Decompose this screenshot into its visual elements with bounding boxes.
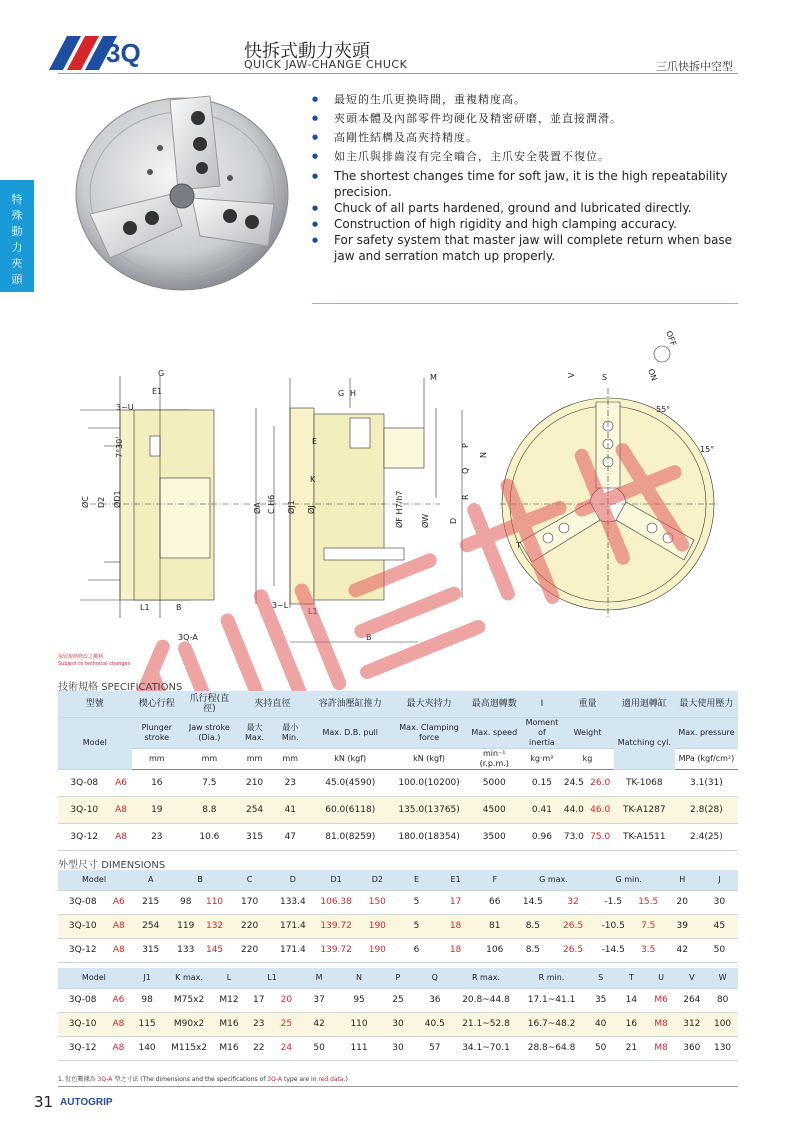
table-cell: 24: [273, 1036, 300, 1060]
dim-label-n: N: [479, 452, 488, 458]
table-cell: 44.0: [561, 796, 586, 823]
th-moment-en: Moment of inertia: [523, 717, 562, 748]
dim-label-r: R: [461, 494, 470, 500]
table-cell: M16: [214, 1012, 245, 1036]
th-unit: kg·m²: [523, 748, 562, 769]
th-unit: mm: [272, 748, 308, 769]
table-cell: 8.8: [182, 796, 237, 823]
th-dim: N: [339, 968, 380, 988]
table-cell: 16: [132, 769, 182, 796]
th-min: 最小 Min.: [272, 717, 308, 748]
table-cell: 220: [229, 938, 270, 962]
table-cell: M90x2: [164, 1012, 213, 1036]
table-cell: 24.5: [561, 769, 586, 796]
th-dim: A: [130, 870, 171, 890]
feature-list: [312, 90, 742, 264]
technical-drawing: [60, 318, 740, 648]
table-cell: 57: [416, 1036, 453, 1060]
table-cell: 14: [617, 988, 646, 1012]
footer-brand: AUTOGRIP: [60, 1097, 113, 1108]
table-cell: 23: [244, 1012, 273, 1036]
table-cell: TK-A1287: [614, 796, 675, 823]
table-cell: 220: [229, 914, 270, 938]
th-pull-en: Max. D.B. pull: [308, 717, 392, 748]
dim-label-c: ØC: [81, 496, 90, 508]
table-cell: 119: [171, 914, 200, 938]
table-cell: -14.5: [594, 938, 633, 962]
side-tab-label: 特殊動力夾頭: [11, 193, 23, 286]
table-cell: 0.41: [523, 796, 562, 823]
dim-label-s: S: [602, 373, 608, 382]
table-cell: 21.1~52.8: [453, 1012, 519, 1036]
th-dim: D2: [357, 870, 398, 890]
table-cell: 16: [617, 1012, 646, 1036]
th-dim: Model: [58, 870, 130, 890]
table-cell: 20: [664, 890, 701, 914]
dim-label-l: 3~L: [272, 601, 289, 610]
dim-label-q: Q: [461, 467, 470, 474]
table-cell: 46.0: [587, 796, 614, 823]
th-pressure-zh: 最大使用壓力: [675, 691, 738, 717]
table-cell: 19: [132, 796, 182, 823]
table-cell: 315: [237, 823, 273, 850]
table-cell: 140: [130, 1036, 165, 1060]
dim-label-d2: D2: [97, 496, 106, 508]
th-dim: M: [300, 968, 339, 988]
feature-zh-item: ● 高剛性結構及高夾持精度。: [312, 128, 742, 147]
table-cell: 41: [272, 796, 308, 823]
table-cell: 115: [130, 1012, 165, 1036]
table-cell: M16: [214, 1036, 245, 1060]
th-dim: R max.: [453, 968, 519, 988]
table-cell: 4500: [466, 796, 523, 823]
dim-label-j: ØJ: [307, 505, 316, 514]
table-cell: 3.1(31): [675, 769, 738, 796]
technical-change-note: [58, 654, 130, 668]
th-spindle-zh: 楔心行程: [132, 691, 182, 717]
dim-label-l1: L1: [140, 603, 150, 612]
table-cell: 170: [229, 890, 270, 914]
table-cell: A8: [107, 938, 130, 962]
th-weight-en: Weight: [561, 717, 614, 748]
table-cell: 3Q-10: [58, 796, 111, 823]
th-model-en: Model: [58, 717, 132, 769]
th-unit: MPa (kgf/cm²): [675, 748, 738, 769]
table-cell: 133: [171, 938, 200, 962]
table-cell: 81.0(8259): [308, 823, 392, 850]
table-cell: M6: [646, 988, 677, 1012]
th-max: 最大 Max.: [237, 717, 273, 748]
table-cell: 7.5: [182, 769, 237, 796]
table-cell: 42: [300, 1012, 339, 1036]
table-cell: 75.0: [587, 823, 614, 850]
dim-label-e: E: [312, 437, 318, 446]
dim-label-angle: 7°30': [115, 436, 124, 458]
dim-label-e1: E1: [152, 387, 163, 396]
table-cell: 312: [676, 1012, 707, 1036]
table-cell: 10.6: [182, 823, 237, 850]
table-cell: 0.96: [523, 823, 562, 850]
table-cell: 80: [707, 988, 738, 1012]
th-clamp-zh: 最大夾持力: [392, 691, 466, 717]
th-moment-zh: I: [523, 691, 562, 717]
table-cell: 23: [132, 823, 182, 850]
chuck-photo: [60, 86, 306, 296]
table-cell: 171.4: [270, 938, 315, 962]
table-cell: 98: [130, 988, 165, 1012]
dim-label-j1: ØJ1: [287, 500, 296, 514]
table-cell: 36: [416, 988, 453, 1012]
th-dim: E: [398, 870, 435, 890]
model-code: 3Q: [106, 38, 141, 68]
table-cell: 14.5: [513, 890, 552, 914]
dim-label-w: ØW: [421, 513, 430, 528]
table-cell: 3Q-12: [58, 938, 107, 962]
dim-label-d1: ØD1: [113, 490, 122, 508]
table-cell: 40.5: [416, 1012, 453, 1036]
th-cyl-en: Matching cyl.: [614, 717, 675, 769]
dim-label-b: B: [176, 603, 182, 612]
table-cell: 30: [380, 1036, 417, 1060]
dim-label-m: M: [430, 373, 437, 382]
th-cyl-zh: 適用迴轉缸: [614, 691, 675, 717]
table-cell: 106.38: [316, 890, 357, 914]
th-clamp-en: Max. Clamping force: [392, 717, 466, 748]
feature-zh-item: ● 如主爪與排齒沒有完全嚙合，主爪安全裝置不復位。: [312, 147, 742, 166]
switch-off: OFF: [664, 329, 678, 348]
th-unit: mm: [237, 748, 273, 769]
table-cell: 30: [380, 1012, 417, 1036]
table-cell: 25: [273, 1012, 300, 1036]
table-cell: 81: [476, 914, 513, 938]
dim-title-zh: 外型尺寸: [58, 860, 98, 871]
table-cell: 3Q-10: [58, 1012, 107, 1036]
table-cell: 360: [676, 1036, 707, 1060]
dimensions-table-2: [58, 968, 738, 1061]
table-cell: 50: [300, 1036, 339, 1060]
spec-table: [58, 691, 738, 851]
th-model-zh: 型號: [58, 691, 132, 717]
table-cell: TK-A1511: [614, 823, 675, 850]
table-cell: 26.5: [552, 938, 593, 962]
feature-en-item: ● The shortest changes time for soft jaw, it is the high repeatability precision.: [312, 168, 742, 200]
table-cell: 50: [701, 938, 738, 962]
change-note-en: Subject to technical changes: [58, 661, 131, 667]
th-unit: min⁻¹ (r.p.m.): [466, 748, 523, 769]
th-dim: J1: [130, 968, 165, 988]
page-title-en: QUICK JAW-CHANGE CHUCK: [244, 58, 408, 71]
table-cell: 210: [237, 769, 273, 796]
table-cell: 15.5: [633, 890, 664, 914]
th-dim: L1: [244, 968, 299, 988]
table-cell: -1.5: [594, 890, 633, 914]
table-cell: 135.0(13765): [392, 796, 466, 823]
th-pull-zh: 容許油壓缸推力: [308, 691, 392, 717]
th-speed-en: Max. speed: [466, 717, 523, 748]
feature-zh-item: ● 夾頭本體及內部零件均硬化及精密研磨，並直接潤滑。: [312, 109, 742, 128]
table-cell: 3.5: [633, 938, 664, 962]
table-cell: 18: [435, 938, 476, 962]
table-cell: 22: [244, 1036, 273, 1060]
dim-label-p: P: [461, 443, 470, 448]
table-cell: 5: [398, 914, 435, 938]
th-dim: V: [676, 968, 707, 988]
th-spindle-en: Plunger stroke: [132, 717, 182, 748]
th-dim: H: [664, 870, 701, 890]
table-cell: 106: [476, 938, 513, 962]
th-chuck-zh: 夾持直徑: [237, 691, 308, 717]
th-jaw-zh: 爪行程(直徑): [182, 691, 237, 717]
table-cell: 145: [200, 938, 229, 962]
spec-title-zh: 技術規格: [58, 682, 98, 693]
table-cell: 3Q-10: [58, 914, 107, 938]
side-category-tab: [0, 180, 34, 292]
table-cell: 66: [476, 890, 513, 914]
th-dim: Q: [416, 968, 453, 988]
th-dim: E1: [435, 870, 476, 890]
dim-label-t: T: [516, 541, 521, 550]
table-cell: 3Q-12: [58, 823, 111, 850]
dim-label-bb: B: [366, 633, 372, 642]
table-cell: 23: [272, 769, 308, 796]
dimensions-table-1: [58, 870, 738, 963]
table-cell: 100: [707, 1012, 738, 1036]
th-pressure-en: Max. pressure: [675, 717, 738, 748]
table-cell: 8.5: [513, 938, 552, 962]
table-cell: 17: [244, 988, 273, 1012]
front-view: [500, 346, 720, 618]
table-row: [58, 938, 738, 962]
th-jaw-en: Jaw stroke (Dia.): [182, 717, 237, 748]
table-cell: 32: [552, 890, 593, 914]
th-dim: B: [171, 870, 229, 890]
table-cell: 254: [237, 796, 273, 823]
section-divider: [312, 303, 738, 304]
th-dim: T: [617, 968, 646, 988]
dim-label-k: K: [310, 475, 316, 484]
table-row: [58, 890, 738, 914]
table-cell: M115x2: [164, 1036, 213, 1060]
feature-en-item: ● For safety system that master jaw will complete return when base jaw and serration match up properly.: [312, 232, 742, 264]
th-dim: U: [646, 968, 677, 988]
table-cell: A8: [111, 823, 132, 850]
table-cell: 3Q-08: [58, 988, 107, 1012]
table-cell: M8: [646, 1012, 677, 1036]
table-cell: TK-1068: [614, 769, 675, 796]
page-subtitle: 三爪快拆中空型: [656, 60, 733, 73]
th-unit: kg: [561, 748, 614, 769]
table-cell: A8: [107, 1012, 130, 1036]
table-cell: 45: [701, 914, 738, 938]
th-dim: J: [701, 870, 738, 890]
table-cell: 34.1~70.1: [453, 1036, 519, 1060]
dim-label-v: V: [567, 372, 576, 378]
table-cell: 215: [130, 890, 171, 914]
feature-en-item: ● Construction of high rigidity and high clamping accuracy.: [312, 216, 742, 232]
table-cell: 16.7~48.2: [519, 1012, 585, 1036]
dim-label-u: 3~U: [116, 403, 134, 412]
dim-label-f: ØF H7/h7: [395, 490, 404, 528]
brand-logo: [58, 30, 158, 76]
table-cell: 171.4: [270, 914, 315, 938]
table-cell: 315: [130, 938, 171, 962]
th-dim: W: [707, 968, 738, 988]
feature-zh-item: ● 最短的生爪更換時間，重複精度高。: [312, 90, 742, 109]
dim-section-title: [58, 856, 165, 871]
dim-label-a: ØA: [253, 502, 262, 514]
dim-label-h6: C H6: [267, 494, 276, 514]
th-dim: P: [380, 968, 417, 988]
table-cell: 132: [200, 914, 229, 938]
table-cell: 20.8~44.8: [453, 988, 519, 1012]
table-cell: 42: [664, 938, 701, 962]
table-cell: 180.0(18354): [392, 823, 466, 850]
table-cell: 37: [300, 988, 339, 1012]
th-unit: kN (kgf): [308, 748, 392, 769]
table-cell: 133.4: [270, 890, 315, 914]
table-cell: 264: [676, 988, 707, 1012]
table-cell: 25: [380, 988, 417, 1012]
table-cell: 17.1~41.1: [519, 988, 585, 1012]
table-cell: A6: [107, 890, 130, 914]
table-cell: 98: [171, 890, 200, 914]
table-cell: 3500: [466, 823, 523, 850]
table-row: [58, 1036, 738, 1060]
table-cell: 150: [357, 890, 398, 914]
table-cell: 47: [272, 823, 308, 850]
feature-en-item: ● Chuck of all parts hardened, ground and lubricated directly.: [312, 200, 742, 216]
th-dim: K max.: [164, 968, 213, 988]
table-cell: 39: [664, 914, 701, 938]
table-cell: 110: [200, 890, 229, 914]
table-cell: 95: [339, 988, 380, 1012]
table-cell: 5000: [466, 769, 523, 796]
footer-divider: [58, 1086, 738, 1087]
page-number: 31: [34, 1093, 54, 1111]
table-cell: 190: [357, 938, 398, 962]
th-dim: C: [229, 870, 270, 890]
angle-55: 55°: [656, 405, 671, 414]
table-cell: 3Q-08: [58, 890, 107, 914]
table-cell: 0.15: [523, 769, 562, 796]
table-cell: 40: [584, 1012, 617, 1036]
th-dim: R min.: [519, 968, 585, 988]
th-dim: F: [476, 870, 513, 890]
dim-label-d: D: [449, 517, 458, 524]
table-cell: 73.0: [561, 823, 586, 850]
table-cell: 100.0(10200): [392, 769, 466, 796]
table-cell: 139.72: [316, 914, 357, 938]
table-cell: -10.5: [594, 914, 633, 938]
table-cell: A8: [107, 1036, 130, 1060]
th-dim: S: [584, 968, 617, 988]
spec-title-en: SPECIFICATIONS: [101, 682, 183, 693]
table-cell: 111: [339, 1036, 380, 1060]
table-cell: 190: [357, 914, 398, 938]
th-dim: Model: [58, 968, 130, 988]
table-cell: 130: [707, 1036, 738, 1060]
table-cell: A8: [107, 914, 130, 938]
th-dim: G min.: [594, 870, 664, 890]
change-note-zh: 保留規格修改之權利: [58, 654, 104, 660]
dim-label-gh-h: H: [350, 389, 357, 398]
dim-label-g: G: [158, 369, 165, 378]
table-row: [58, 796, 738, 823]
table-cell: 3Q-08: [58, 769, 111, 796]
table-cell: 30: [701, 890, 738, 914]
table-row: [58, 1012, 738, 1036]
table-cell: 2.8(28): [675, 796, 738, 823]
th-dim: G max.: [513, 870, 593, 890]
table-cell: 21: [617, 1036, 646, 1060]
th-unit: mm: [182, 748, 237, 769]
table-cell: A6: [107, 988, 130, 1012]
table-cell: 17: [435, 890, 476, 914]
switch-on: ON: [646, 367, 659, 383]
table-cell: 3Q-12: [58, 1036, 107, 1060]
table-cell: 35: [584, 988, 617, 1012]
table-cell: 20: [273, 988, 300, 1012]
header-divider: [58, 73, 738, 74]
th-dim: D: [270, 870, 315, 890]
table-cell: 5: [398, 890, 435, 914]
dim-label-gh-g: G: [338, 389, 345, 398]
table-cell: 139.72: [316, 938, 357, 962]
table-cell: 26.5: [552, 914, 593, 938]
dim-title-en: DIMENSIONS: [101, 860, 166, 871]
table-cell: M75x2: [164, 988, 213, 1012]
table-cell: A6: [111, 769, 132, 796]
th-unit: mm: [132, 748, 182, 769]
table-cell: 26.0: [587, 769, 614, 796]
table-cell: 50: [584, 1036, 617, 1060]
table-cell: A8: [111, 796, 132, 823]
table-cell: 7.5: [633, 914, 664, 938]
table-cell: 18: [435, 914, 476, 938]
table-cell: 28.8~64.8: [519, 1036, 585, 1060]
variant-label: 3Q-A: [178, 633, 198, 642]
dim-label-l1b: L1: [308, 607, 318, 616]
table-cell: 254: [130, 914, 171, 938]
table-row: [58, 988, 738, 1012]
table-row: [58, 914, 738, 938]
angle-15: 15°: [700, 445, 715, 454]
th-dim: D1: [316, 870, 357, 890]
red-data-footnote: 1. 紅色數據為 3Q-A 型之寸法 (The dimensions and the specifications of 3Q-A type are in red data.): [58, 1076, 348, 1083]
table-cell: 110: [339, 1012, 380, 1036]
table-cell: 60.0(6118): [308, 796, 392, 823]
table-cell: 6: [398, 938, 435, 962]
page-title-zh: 快拆式動力夾頭: [244, 41, 370, 62]
table-cell: 2.4(25): [675, 823, 738, 850]
th-dim: L: [214, 968, 245, 988]
table-cell: M8: [646, 1036, 677, 1060]
table-row: [58, 823, 738, 850]
table-cell: 8.5: [513, 914, 552, 938]
table-cell: 45.0(4590): [308, 769, 392, 796]
th-speed-zh: 最高迴轉數: [466, 691, 523, 717]
table-row: [58, 769, 738, 796]
th-weight-zh: 重量: [561, 691, 614, 717]
table-cell: M12: [214, 988, 245, 1012]
th-unit: kN (kgf): [392, 748, 466, 769]
